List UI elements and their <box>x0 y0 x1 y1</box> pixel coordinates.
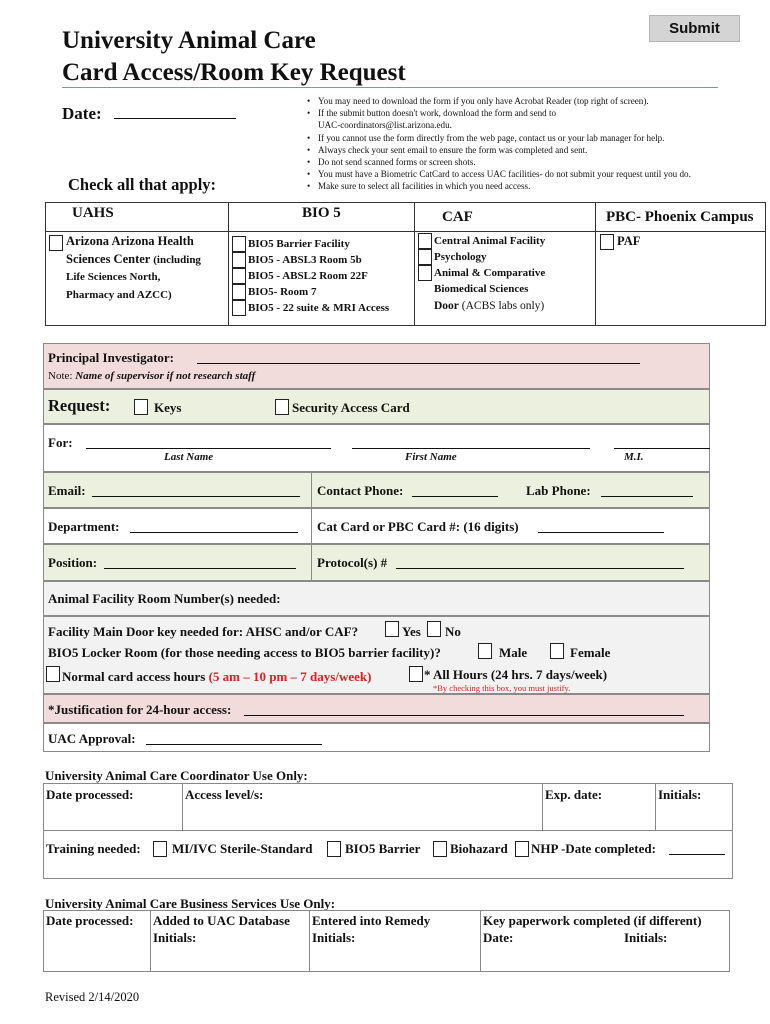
pi-note <box>48 370 255 382</box>
email-field[interactable] <box>92 483 300 497</box>
access-options-row <box>43 616 710 694</box>
justification-label: *Justification for 24-hour access: <box>48 702 232 717</box>
row-divider <box>311 473 312 507</box>
bio5-absl2-label: BIO5 - ABSL2 Room 22F <box>248 270 368 282</box>
bio5-22-suite-label: BIO5 - 22 suite & MRI Access <box>248 302 390 314</box>
business-table <box>43 910 730 972</box>
caf-acbs-note: (ACBS labs only) <box>461 300 545 312</box>
first-name-field[interactable] <box>352 435 590 449</box>
table-col-divider <box>480 911 481 971</box>
biz-remedy-initials: Initials: <box>312 930 356 945</box>
caf-acbs-line-1: Animal & Comparative <box>434 267 546 279</box>
instruction-email <box>307 119 767 131</box>
caf-psychology-checkbox[interactable] <box>418 249 432 265</box>
keys-label: Keys <box>154 400 182 415</box>
lab-phone-label: Lab Phone: <box>526 483 591 498</box>
uahs-line-2b: (including <box>153 254 201 266</box>
normal-hours-label: Normal card access hours <box>62 669 206 684</box>
department-field[interactable] <box>130 519 298 533</box>
revision-date: Revised 2/14/2020 <box>45 990 140 1004</box>
female-label: Female <box>570 645 611 660</box>
main-door-no-label: No <box>445 624 461 639</box>
table-col-divider <box>309 911 310 971</box>
biz-date-processed: Date processed: <box>46 913 134 928</box>
instruction-item: • Always check your sent email to ensure the form was completed and sent. <box>307 144 767 156</box>
main-door-yes-label: Yes <box>402 624 421 639</box>
bio5-barrier-checkbox[interactable] <box>232 236 246 252</box>
title-line-2: Card Access/Room Key Request <box>62 59 406 86</box>
business-heading: University Animal Care Business Services Use Only: <box>45 896 336 911</box>
facility-table <box>45 202 766 326</box>
caf-acbs-line-3 <box>434 298 544 314</box>
keys-checkbox[interactable] <box>134 399 148 415</box>
date-label: Date: <box>62 104 102 123</box>
last-name-caption: Last Name <box>164 451 214 463</box>
caf-central-checkbox[interactable] <box>418 233 432 249</box>
uahs-option <box>66 232 194 250</box>
biohazard-label: Biohazard <box>450 841 508 856</box>
table-col-divider <box>542 784 543 830</box>
for-label: For: <box>48 435 73 450</box>
date-field[interactable] <box>114 105 236 119</box>
pi-field[interactable] <box>197 350 640 364</box>
biz-key-date: Date: <box>483 930 514 945</box>
normal-hours-checkbox[interactable] <box>46 666 60 682</box>
instruction-item: • You must have a Biometric CatCard to access UAC facilities- do not submit your request until you do. <box>307 168 767 180</box>
nhp-checkbox[interactable] <box>515 841 529 857</box>
coord-exp-date: Exp. date: <box>545 787 603 802</box>
paf-label: PAF <box>617 234 641 248</box>
column-divider <box>595 203 596 325</box>
pi-note-prefix: Note: <box>48 370 73 382</box>
pbc-header: PBC- Phoenix Campus <box>606 209 754 225</box>
nhp-label: NHP -Date completed: <box>531 841 656 856</box>
check-all-label: Check all that apply: <box>68 175 217 194</box>
position-label: Position: <box>48 555 98 570</box>
room-numbers-row <box>43 581 710 616</box>
uahs-checkbox[interactable] <box>49 235 63 251</box>
title-divider <box>62 87 718 88</box>
mi-field[interactable] <box>614 435 710 449</box>
bio5-barrier-training-label: BIO5 Barrier <box>345 841 421 856</box>
uahs-line-2a: Sciences Center <box>66 252 151 266</box>
lab-phone-field[interactable] <box>601 483 693 497</box>
column-divider <box>228 203 229 325</box>
contact-phone-label: Contact Phone: <box>317 483 404 498</box>
instruction-item: • If you cannot use the form directly from the web page, contact us or your lab manager for help. <box>307 132 767 144</box>
caf-acbs-checkbox[interactable] <box>418 265 432 281</box>
bio5-header: BIO 5 <box>302 205 341 221</box>
sterile-standard-checkbox[interactable] <box>153 841 167 857</box>
normal-hours-row <box>62 669 371 685</box>
instructions-list <box>307 95 767 193</box>
coord-date-processed: Date processed: <box>46 787 134 802</box>
instruction-item: • Do not send scanned forms or screen shots. <box>307 156 767 168</box>
instruction-item: • Make sure to select all facilities in which you need access. <box>307 180 767 192</box>
sterile-standard-label: MI/IVC Sterile-Standard <box>172 841 313 856</box>
room-numbers-label: Animal Facility Room Number(s) needed: <box>48 591 281 606</box>
column-divider <box>414 203 415 325</box>
table-row-divider <box>44 830 732 831</box>
biz-remedy-line-1: Entered into Remedy <box>312 913 431 928</box>
coord-access-levels: Access level/s: <box>185 787 264 802</box>
first-name-caption: First Name <box>405 451 457 463</box>
position-row <box>43 544 710 581</box>
main-door-no-checkbox[interactable] <box>427 621 441 637</box>
approval-label: UAC Approval: <box>48 731 136 746</box>
main-door-label: Facility Main Door key needed for: AHSC and/or CAF? <box>48 624 359 639</box>
department-row <box>43 508 710 544</box>
male-checkbox[interactable] <box>478 643 492 659</box>
locker-label: BIO5 Locker Room (for those needing access to BIO5 barrier facility)? <box>48 645 441 660</box>
uahs-line-2 <box>66 251 201 268</box>
uahs-header: UAHS <box>72 205 114 221</box>
position-field[interactable] <box>104 555 296 569</box>
title-line-1: University Animal Care <box>62 27 316 54</box>
table-col-divider <box>655 784 656 830</box>
all-hours-checkbox[interactable] <box>409 666 423 682</box>
all-hours-label: * All Hours (24 hrs. 7 days/week) <box>424 667 608 682</box>
pi-row <box>43 343 710 389</box>
catcard-field[interactable] <box>538 519 664 533</box>
justification-row <box>43 694 710 723</box>
coordinator-heading: University Animal Care Coordinator Use Only: <box>45 768 308 783</box>
coord-initials: Initials: <box>658 787 702 802</box>
request-label: Request: <box>48 396 111 415</box>
caf-acbs-line-2: Biomedical Sciences <box>434 283 529 295</box>
instruction-item: • You may need to download the form if you only have Acrobat Reader (top right of screen). <box>307 95 767 107</box>
form-title <box>62 25 406 89</box>
caf-psychology-label: Psychology <box>434 251 487 263</box>
date-row <box>62 104 236 124</box>
approval-field[interactable] <box>146 731 322 745</box>
last-name-field[interactable] <box>86 435 331 449</box>
bio5-room7-checkbox[interactable] <box>232 284 246 300</box>
coordinator-table <box>43 783 733 879</box>
biz-key-initials: Initials: <box>624 930 668 945</box>
nhp-date-field[interactable] <box>669 841 725 855</box>
table-col-divider <box>182 784 183 830</box>
caf-door-label: Door <box>434 300 459 312</box>
caf-header: CAF <box>442 209 473 225</box>
justification-field[interactable] <box>244 702 684 716</box>
table-col-divider <box>150 911 151 971</box>
email-label: Email: <box>48 483 86 498</box>
submit-button[interactable]: Submit <box>649 15 740 42</box>
caf-central-label: Central Animal Facility <box>434 235 546 247</box>
catcard-label: Cat Card or PBC Card #: (16 digits) <box>317 519 519 534</box>
for-row <box>43 424 710 472</box>
instruction-item: • If the submit button doesn't work, download the form and send to <box>307 107 767 119</box>
biz-added-line-1: Added to UAC Database <box>153 913 290 928</box>
biohazard-checkbox[interactable] <box>433 841 447 857</box>
paf-checkbox[interactable] <box>600 234 614 250</box>
security-card-label: Security Access Card <box>292 400 410 415</box>
bio5-barrier-training-checkbox[interactable] <box>327 841 341 857</box>
uahs-line-1: Arizona Arizona Health <box>66 234 194 248</box>
main-door-yes-checkbox[interactable] <box>385 621 399 637</box>
female-checkbox[interactable] <box>550 643 564 659</box>
contact-phone-field[interactable] <box>412 483 498 497</box>
request-row <box>43 389 710 424</box>
protocol-label: Protocol(s) # <box>317 555 388 570</box>
mi-caption: M.I. <box>624 451 644 463</box>
bio5-absl3-label: BIO5 - ABSL3 Room 5b <box>248 254 362 266</box>
protocol-field[interactable] <box>396 555 684 569</box>
row-divider <box>311 545 312 580</box>
instruction-email-text: UAC-coordinators@list.arizona.edu. <box>318 120 452 131</box>
row-divider <box>311 509 312 543</box>
training-label: Training needed: <box>46 841 141 856</box>
male-label: Male <box>499 645 528 660</box>
approval-row <box>43 723 710 752</box>
bio5-absl3-checkbox[interactable] <box>232 252 246 268</box>
uahs-line-4: Pharmacy and AZCC) <box>66 289 172 301</box>
uahs-line-3: Life Sciences North, <box>66 271 161 283</box>
pi-note-text: Name of supervisor if not research staff <box>75 370 256 382</box>
bio5-absl2-checkbox[interactable] <box>232 268 246 284</box>
email-row <box>43 472 710 508</box>
bio5-22-suite-checkbox[interactable] <box>232 300 246 316</box>
bio5-room7-label: BIO5- Room 7 <box>248 286 317 298</box>
biz-added-initials: Initials: <box>153 930 197 945</box>
security-card-checkbox[interactable] <box>275 399 289 415</box>
normal-hours-range: (5 am – 10 pm – 7 days/week) <box>208 669 372 684</box>
department-label: Department: <box>48 519 120 534</box>
biz-key-paperwork: Key paperwork completed (if different) <box>483 913 702 928</box>
all-hours-note: *By checking this box, you must justify. <box>433 683 571 693</box>
bio5-barrier-label: BIO5 Barrier Facility <box>248 238 350 250</box>
pi-label: Principal Investigator: <box>48 350 175 365</box>
